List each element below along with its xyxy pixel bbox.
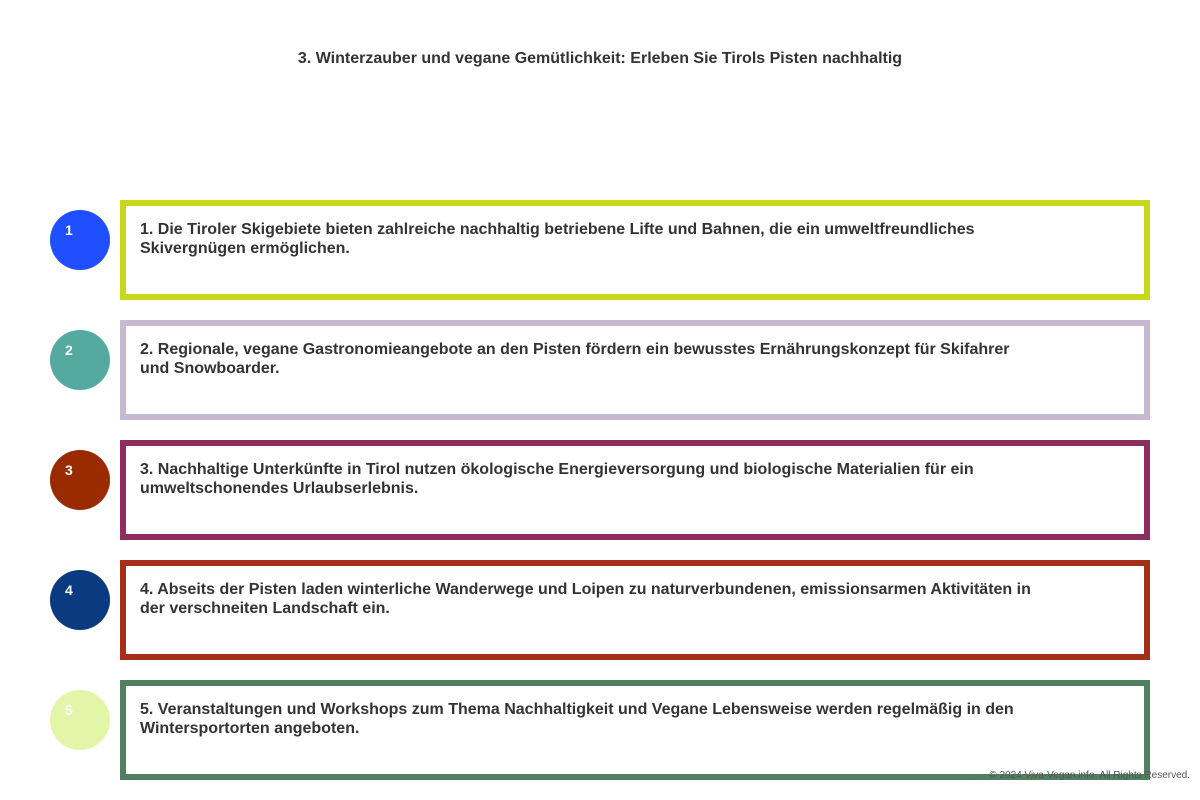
page-title: 3. Winterzauber und vegane Gemütlichkeit: Erleben Sie Tirols Pisten nachhaltig: [297, 50, 903, 67]
step-text: 2. Regionale, vegane Gastronomieangebote an den Pisten fördern ein bewusstes Ernährungskonzept für Skifahrer und Snowboarder.: [140, 341, 1010, 377]
list-item: [0, 200, 1200, 300]
step-box: [120, 320, 1150, 420]
step-number-circle: [50, 570, 110, 630]
step-number-circle: [50, 690, 110, 750]
list-item: [0, 320, 1200, 420]
step-box: [120, 440, 1150, 540]
step-text: 3. Nachhaltige Unterkünfte in Tirol nutzen ökologische Energieversorgung und biologische Materialien für ein umweltschonendes Urlaubserlebnis.: [140, 461, 974, 497]
step-box: [120, 200, 1150, 300]
step-text: 5. Veranstaltungen und Workshops zum Thema Nachhaltigkeit und Vegane Lebensweise werden regelmäßig in den Wintersportorten angeboten.: [140, 701, 1014, 737]
step-number: 3: [65, 462, 73, 478]
step-number: 4: [65, 582, 73, 598]
step-number: 1: [65, 222, 73, 238]
list-item: [0, 440, 1200, 540]
list-item: [0, 680, 1200, 780]
list-item: [0, 560, 1200, 660]
step-number: 5: [65, 702, 73, 718]
step-text: 1. Die Tiroler Skigebiete bieten zahlreiche nachhaltig betriebene Lifte und Bahnen, die ein umweltfreundliches Skivergnügen ermöglichen.: [140, 221, 975, 257]
step-number-circle: [50, 330, 110, 390]
step-number-circle: [50, 450, 110, 510]
step-number: 2: [65, 342, 73, 358]
step-number-circle: [50, 210, 110, 270]
step-box: [120, 680, 1150, 780]
copyright-footer: © 2024 Viva-Vegan.info. All Rights Reserved.: [989, 770, 1190, 781]
step-box: [120, 560, 1150, 660]
step-text: 4. Abseits der Pisten laden winterliche Wanderwege und Loipen zu naturverbundenen, emissionsarmen Aktivitäten in der verschneiten Landschaft ein.: [140, 581, 1031, 617]
